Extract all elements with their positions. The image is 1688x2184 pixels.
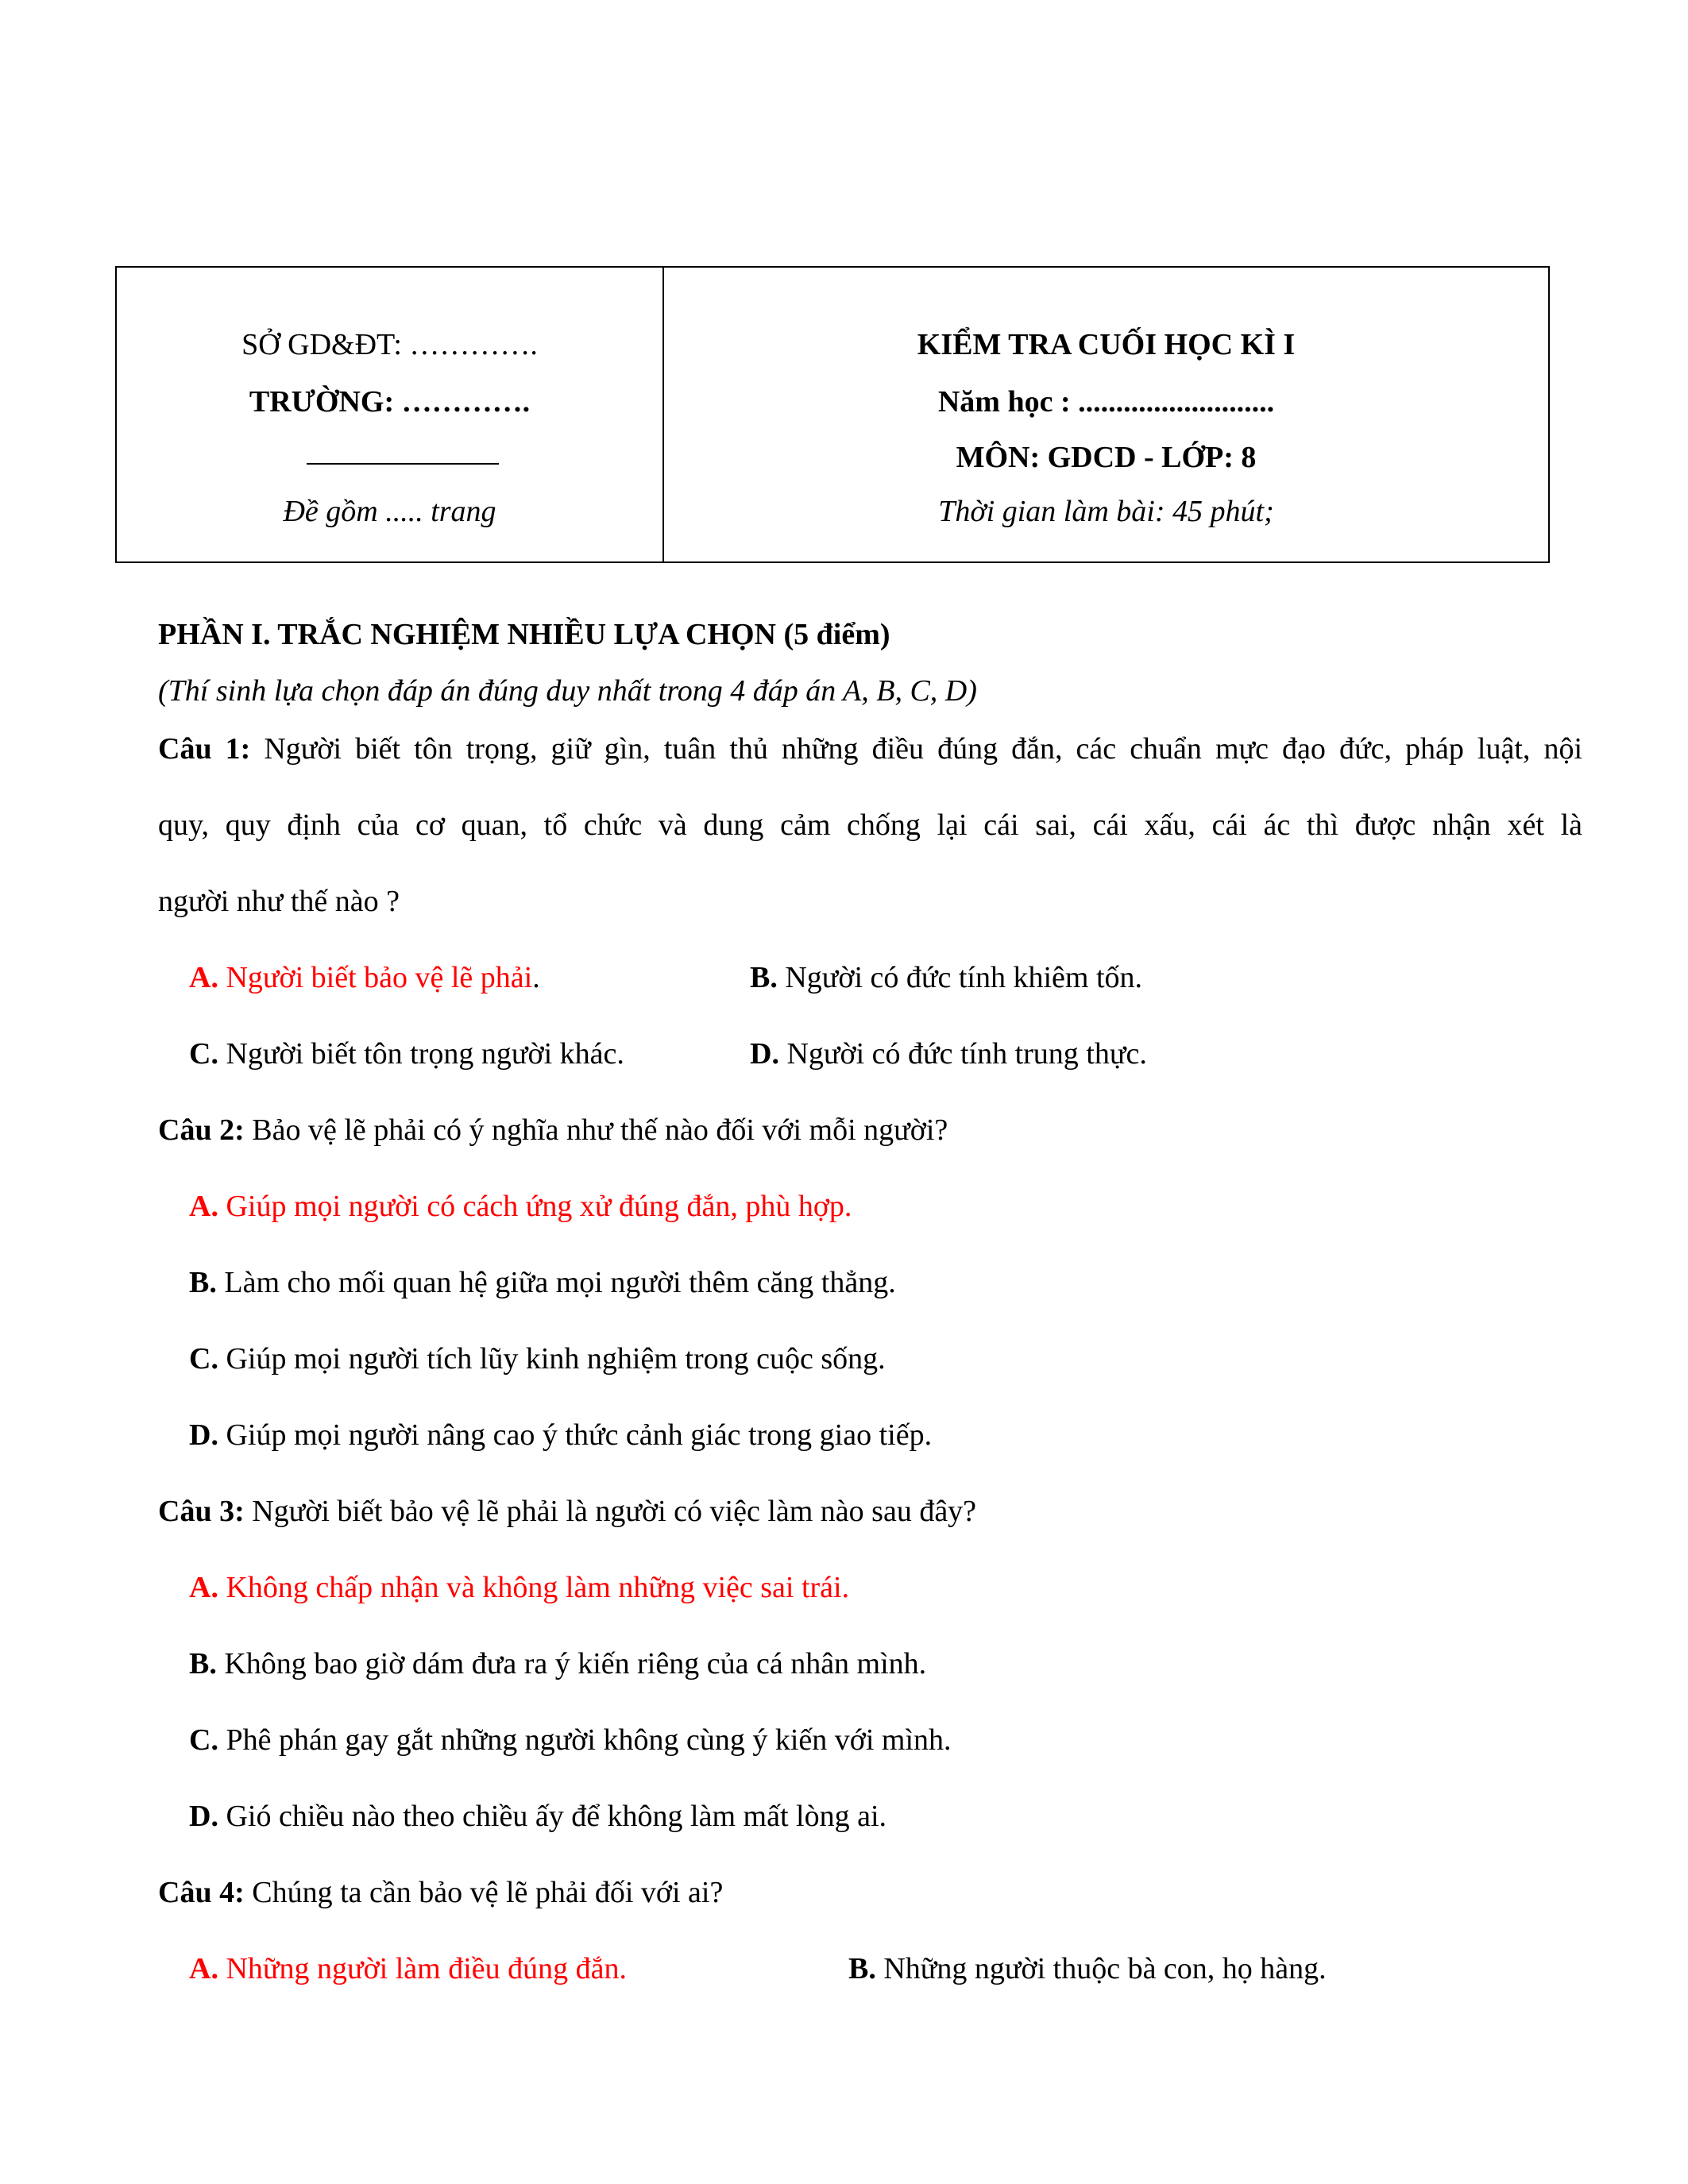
question-text: Người biết bảo vệ lẽ phải là người có việc làm nào sau đây? bbox=[252, 1495, 977, 1528]
exam-title: KIỂM TRA CUỐI HỌC KÌ I bbox=[917, 328, 1296, 361]
question-label: Câu 2: bbox=[158, 1113, 245, 1147]
option-letter: A. bbox=[189, 1571, 218, 1604]
question-text: Bảo vệ lẽ phải có ý nghĩa như thế nào đối với mỗi người? bbox=[252, 1113, 948, 1147]
header-right-cell bbox=[664, 268, 1548, 561]
question-1-line-1 bbox=[158, 731, 1582, 767]
q3-option-a bbox=[189, 1569, 849, 1606]
option-letter: C. bbox=[189, 1342, 218, 1376]
option-letter: D. bbox=[189, 1800, 218, 1833]
q2-option-c bbox=[189, 1341, 886, 1377]
question-label: Câu 4: bbox=[158, 1876, 245, 1909]
option-text: Giúp mọi người nâng cao ý thức cảnh giác trong giao tiếp. bbox=[226, 1418, 933, 1452]
option-letter: B. bbox=[848, 1952, 876, 1985]
option-suffix: . bbox=[532, 961, 540, 994]
q4-option-a bbox=[189, 1951, 627, 1987]
question-text: Chúng ta cần bảo vệ lẽ phải đối với ai? bbox=[252, 1876, 724, 1909]
option-text: Giúp mọi người có cách ứng xử đúng đắn, phù hợp. bbox=[226, 1190, 852, 1223]
subject-line: MÔN: GDCD - LỚP: 8 bbox=[956, 441, 1257, 474]
q3-option-c bbox=[189, 1722, 952, 1758]
option-letter: A. bbox=[189, 1190, 218, 1223]
department-line: SỞ GD&ĐT: …………. bbox=[241, 328, 538, 361]
option-letter: B. bbox=[750, 961, 778, 994]
q2-option-a bbox=[189, 1188, 852, 1225]
question-3 bbox=[158, 1493, 976, 1530]
question-4 bbox=[158, 1874, 723, 1911]
q2-option-d bbox=[189, 1417, 932, 1453]
option-letter: D. bbox=[189, 1418, 218, 1452]
option-text: Phê phán gay gắt những người không cùng ý kiến với mình. bbox=[226, 1723, 952, 1757]
option-text: Người có đức tính trung thực. bbox=[786, 1037, 1147, 1071]
option-text: Gió chiều nào theo chiều ấy để không làm mất lòng ai. bbox=[226, 1800, 886, 1833]
option-text: Không bao giờ dám đưa ra ý kiến riêng của cá nhân mình. bbox=[224, 1647, 927, 1680]
school-year: Năm học : .......................... bbox=[937, 385, 1275, 419]
q3-option-d bbox=[189, 1798, 886, 1835]
option-text: Những người thuộc bà con, họ hàng. bbox=[883, 1952, 1327, 1985]
section-title: PHẦN I. TRẮC NGHIỆM NHIỀU LỰA CHỌN (5 điểm) bbox=[158, 618, 890, 651]
q1-option-a bbox=[189, 959, 540, 996]
option-text: Người biết tôn trọng người khác. bbox=[226, 1037, 624, 1071]
duration-line: Thời gian làm bài: 45 phút; bbox=[938, 495, 1274, 528]
option-text: Người biết bảo vệ lẽ phải bbox=[226, 961, 533, 994]
question-1-line-2: quy, quy định của cơ quan, tổ chức và dung cảm chống lại cái sai, cái xấu, cái ác thì được nhận xét là bbox=[158, 808, 1582, 842]
school-line: TRƯỜNG: …………. bbox=[249, 385, 531, 419]
option-letter: B. bbox=[189, 1266, 217, 1299]
question-1-line-3: người như thế nào ? bbox=[158, 885, 400, 918]
option-text: Giúp mọi người tích lũy kinh nghiệm trong cuộc sống. bbox=[226, 1342, 886, 1376]
header-left-cell bbox=[117, 268, 664, 561]
option-letter: C. bbox=[189, 1723, 218, 1757]
exam-header-box bbox=[115, 266, 1550, 563]
q2-option-b bbox=[189, 1264, 896, 1301]
q1-option-b bbox=[750, 959, 1142, 996]
q4-option-b bbox=[848, 1951, 1327, 1987]
option-letter: A. bbox=[189, 961, 218, 994]
option-text: Những người làm điều đúng đắn. bbox=[226, 1952, 628, 1985]
option-letter: B. bbox=[189, 1647, 217, 1680]
option-letter: A. bbox=[189, 1952, 218, 1985]
q1-option-d bbox=[750, 1036, 1147, 1072]
question-text: Người biết tôn trọng, giữ gìn, tuân thủ những điều đúng đắn, các chuẩn mực đạo đức, pháp luật, nội bbox=[264, 732, 1583, 766]
q3-option-b bbox=[189, 1646, 926, 1682]
q1-option-c bbox=[189, 1036, 624, 1072]
option-text: Không chấp nhận và không làm những việc sai trái. bbox=[226, 1571, 850, 1604]
option-letter: D. bbox=[750, 1037, 779, 1071]
option-text: Làm cho mối quan hệ giữa mọi người thêm căng thẳng. bbox=[224, 1266, 896, 1299]
pages-note: Đề gồm ..... trang bbox=[283, 495, 496, 528]
question-2 bbox=[158, 1112, 948, 1148]
section-instruction: (Thí sinh lựa chọn đáp án đúng duy nhất trong 4 đáp án A, B, C, D) bbox=[158, 674, 977, 708]
option-text: Người có đức tính khiêm tốn. bbox=[785, 961, 1143, 994]
header-divider bbox=[307, 463, 499, 465]
question-label: Câu 3: bbox=[158, 1495, 245, 1528]
option-letter: C. bbox=[189, 1037, 218, 1071]
question-label: Câu 1: bbox=[158, 732, 251, 766]
